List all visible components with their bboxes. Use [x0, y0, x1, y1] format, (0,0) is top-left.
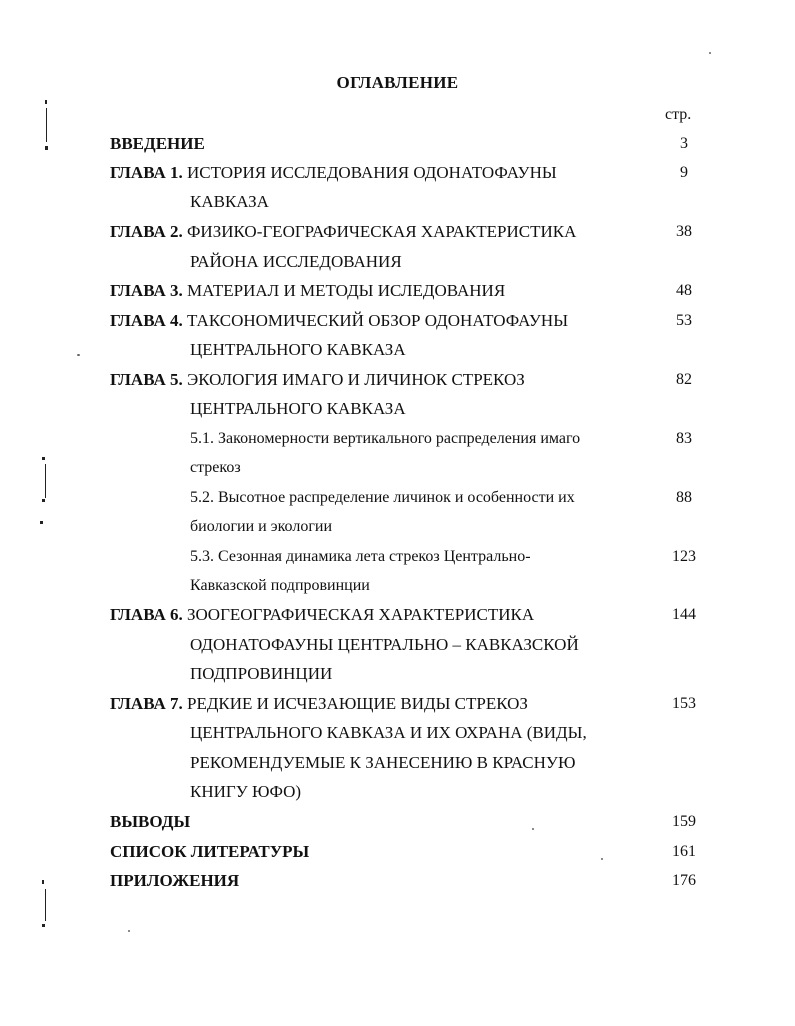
chapter-title-line: ФИЗИКО-ГЕОГРАФИЧЕСКАЯ ХАРАКТЕРИСТИКА — [187, 222, 577, 241]
scan-mark — [46, 108, 47, 142]
toc-entry-chapter-3 — [110, 281, 505, 301]
chapter-title-line: РЕКОМЕНДУЕМЫЕ К ЗАНЕСЕНИЮ В КРАСНУЮ — [190, 753, 576, 772]
toc-entry-chapter-6 — [110, 605, 534, 625]
chapter-title-line: КНИГУ ЮФО) — [190, 782, 302, 801]
toc-entry-chapter-5 — [110, 370, 525, 390]
chapter-title-line: ПОДПРОВИНЦИИ — [190, 664, 333, 683]
chapter-label: ГЛАВА 6. — [110, 605, 183, 624]
scan-speck — [601, 858, 603, 860]
chapter-title-line: ТАКСОНОМИЧЕСКИЙ ОБЗОР ОДОНАТОФАУНЫ — [187, 311, 569, 330]
toc-entry-section-5-2: 5.2. Высотное распределение личинок и особенности их — [190, 489, 575, 506]
section-title-line: стрекоз — [190, 459, 241, 476]
scan-mark — [42, 924, 45, 927]
toc-entry-section-5-3: 5.3. Сезонная динамика лета стрекоз Центрально- — [190, 548, 531, 565]
chapter-label: ГЛАВА 4. — [110, 311, 183, 330]
section-title-line: биологии и экологии — [190, 518, 333, 535]
toc-page-chapter-7: 153 — [672, 695, 696, 712]
scan-speck — [77, 354, 80, 356]
toc-entry-chapter-1 — [110, 163, 557, 183]
chapter-title-line: ЦЕНТРАЛЬНОГО КАВКАЗА — [190, 340, 406, 359]
toc-entry-references: СПИСОК ЛИТЕРАТУРЫ — [110, 842, 310, 861]
toc-entry-introduction: ВВЕДЕНИЕ — [110, 134, 205, 153]
page-column-header: стр. — [665, 106, 692, 123]
toc-entry-chapter-2 — [110, 222, 576, 242]
chapter-title-line: ЦЕНТРАЛЬНОГО КАВКАЗА И ИХ ОХРАНА (ВИДЫ, — [190, 723, 587, 742]
chapter-label: ГЛАВА 1. — [110, 163, 183, 182]
toc-page-section-5-2: 88 — [676, 489, 692, 506]
toc-page-chapter-5: 82 — [676, 371, 692, 388]
chapter-title-line: КАВКАЗА — [190, 192, 269, 211]
chapter-label: ГЛАВА 3. — [110, 281, 183, 300]
toc-page-conclusions: 159 — [672, 813, 696, 830]
scan-speck — [709, 52, 711, 54]
scan-mark — [40, 521, 43, 524]
toc-page-chapter-1: 9 — [680, 164, 688, 181]
scan-mark — [45, 100, 47, 104]
scan-mark — [45, 464, 46, 498]
scan-mark — [45, 889, 46, 921]
toc-page-references: 161 — [672, 843, 696, 860]
scan-mark — [45, 146, 48, 150]
toc-entry-conclusions: ВЫВОДЫ — [110, 812, 191, 831]
toc-page-chapter-4: 53 — [676, 312, 692, 329]
toc-entry-chapter-4 — [110, 311, 568, 331]
scan-speck — [128, 930, 130, 932]
toc-page-introduction: 3 — [680, 135, 688, 152]
scan-mark — [42, 499, 45, 502]
toc-page-chapter-3: 48 — [676, 282, 692, 299]
chapter-title-line: МАТЕРИАЛ И МЕТОДЫ ИСЛЕДОВАНИЯ — [187, 281, 506, 300]
chapter-label: ГЛАВА 2. — [110, 222, 183, 241]
toc-entry-appendices: ПРИЛОЖЕНИЯ — [110, 871, 240, 890]
toc-page-section-5-3: 123 — [672, 548, 696, 565]
chapter-title-line: ОДОНАТОФАУНЫ ЦЕНТРАЛЬНО – КАВКАЗСКОЙ — [190, 635, 579, 654]
toc-page-appendices: 176 — [672, 872, 696, 889]
chapter-title-line: РАЙОНА ИССЛЕДОВАНИЯ — [190, 252, 402, 271]
section-title-line: Кавказской подпровинции — [190, 577, 370, 594]
chapter-title-line: ЦЕНТРАЛЬНОГО КАВКАЗА — [190, 399, 406, 418]
toc-entry-section-5-1: 5.1. Закономерности вертикального распределения имаго — [190, 430, 581, 447]
chapter-title-line: ЭКОЛОГИЯ ИМАГО И ЛИЧИНОК СТРЕКОЗ — [187, 370, 525, 389]
chapter-title-line: ЗООГЕОГРАФИЧЕСКАЯ ХАРАКТЕРИСТИКА — [187, 605, 535, 624]
toc-page-section-5-1: 83 — [676, 430, 692, 447]
toc-entry-chapter-7 — [110, 694, 528, 714]
chapter-label: ГЛАВА 7. — [110, 694, 183, 713]
chapter-label: ГЛАВА 5. — [110, 370, 183, 389]
scan-mark — [42, 457, 45, 460]
scan-speck — [532, 828, 534, 830]
scan-mark — [42, 880, 44, 884]
toc-page-chapter-6: 144 — [672, 606, 696, 623]
toc-title: ОГЛАВЛЕНИЕ — [336, 73, 459, 92]
chapter-title-line: РЕДКИЕ И ИСЧЕЗАЮЩИЕ ВИДЫ СТРЕКОЗ — [187, 694, 528, 713]
chapter-title-line: ИСТОРИЯ ИССЛЕДОВАНИЯ ОДОНАТОФАУНЫ — [187, 163, 557, 182]
toc-page-chapter-2: 38 — [676, 223, 692, 240]
